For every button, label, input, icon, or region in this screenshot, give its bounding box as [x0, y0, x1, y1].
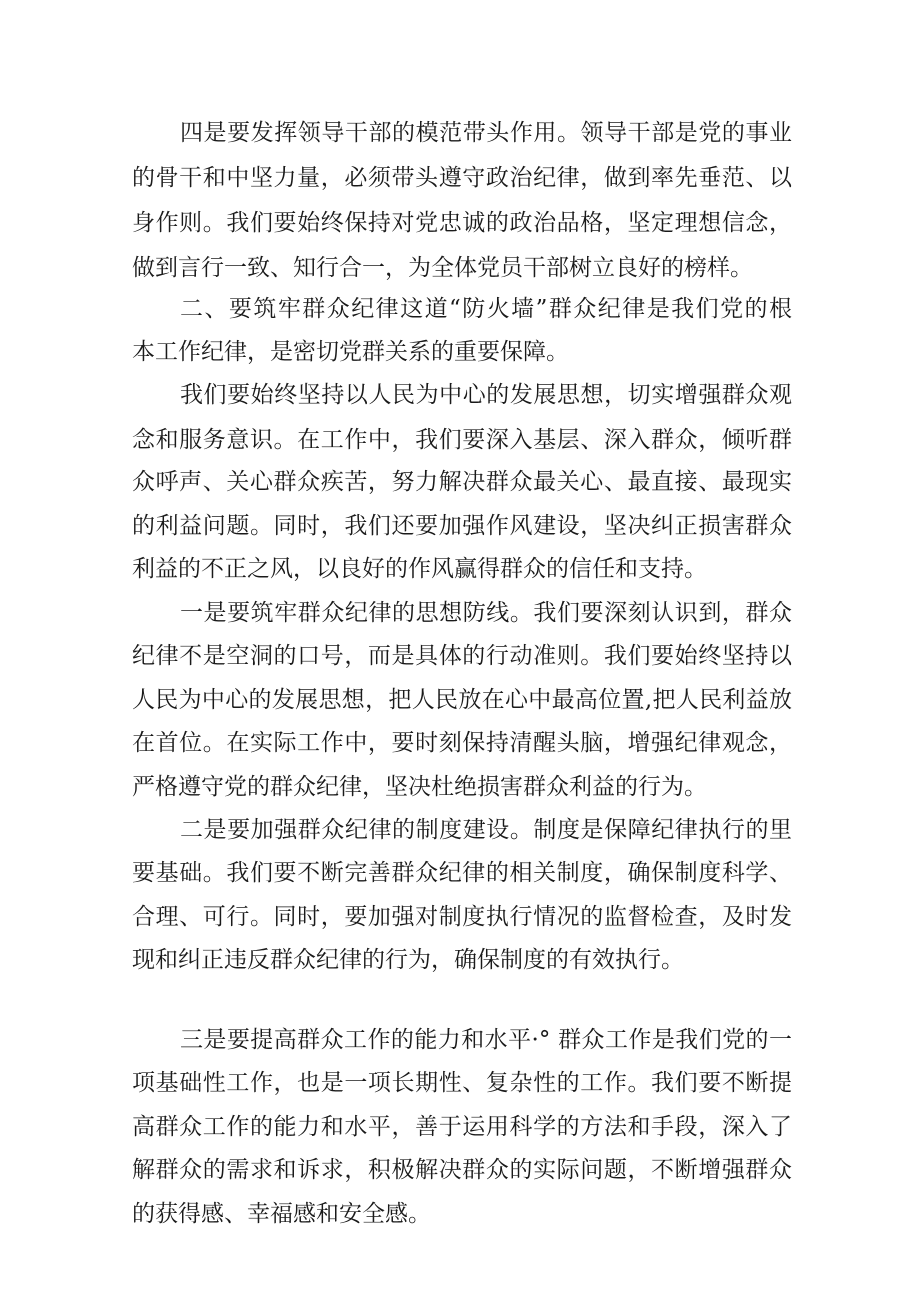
- paragraph-3-line-4: 的利益问题。同时，我们还要加强作风建设，坚决纠正损害群众: [132, 513, 792, 539]
- paragraph-4-line-1: 一是要筑牢群众纪律的思想防线。我们要深刻认识到，群众: [180, 600, 792, 626]
- paragraph-1-line-2: 的骨干和中坚力量，必须带头遵守政治纪律，做到率先垂范、以: [132, 165, 792, 191]
- paragraph-2-line-2: 本工作纪律，是密切党群关系的重要保障。: [132, 339, 569, 365]
- paragraph-6-line-4: 解群众的需求和诉求，积极解决群众的实际问题，不断增强群众: [132, 1157, 792, 1183]
- paragraph-1-line-3: 身作则。我们要始终保持对党忠诚的政治品格，坚定理想信念，: [132, 210, 792, 236]
- paragraph-2-line-1: 二、要筑牢群众纪律这道“防火墙”群众纪律是我们党的根: [180, 296, 792, 322]
- paragraph-6-line-5: 的获得感、幸福感和安全感。: [132, 1201, 431, 1227]
- paragraph-3-line-3: 众呼声、关心群众疾苦，努力解决群众最关心、最直接、最现实: [132, 469, 792, 495]
- paragraph-6-line-3: 高群众工作的能力和水平，善于运用科学的方法和手段，深入了: [132, 1114, 792, 1140]
- paragraph-5-line-4: 现和纠正违反群众纪律的行为，确保制度的有效执行。: [132, 947, 684, 973]
- paragraph-3-line-2: 念和服务意识。在工作中，我们要深入基层、深入群众，倾听群: [132, 427, 792, 453]
- paragraph-1-line-1: 四是要发挥领导干部的模范带头作用。领导干部是党的事业: [180, 120, 792, 146]
- paragraph-4-line-3: 人民为中心的发展思想，把人民放在心中最高位置,把人民利益放: [132, 687, 792, 713]
- paragraph-3-line-1: 我们要始终坚持以人民为中心的发展思想，切实增强群众观: [180, 382, 792, 408]
- paragraph-4-line-2: 纪律不是空洞的口号，而是具体的行动准则。我们要始终坚持以: [132, 643, 792, 669]
- paragraph-4-line-5: 严格遵守党的群众纪律，坚决杜绝损害群众利益的行为。: [132, 774, 707, 800]
- paragraph-5-line-2: 要基础。我们要不断完善群众纪律的相关制度，确保制度科学、: [132, 860, 792, 886]
- paragraph-6-line-2: 项基础性工作，也是一项长期性、复杂性的工作。我们要不断提: [132, 1070, 792, 1096]
- paragraph-6-line-1: 三是要提高群众工作的能力和水平·° 群众工作是我们党的一: [180, 1027, 792, 1053]
- paragraph-4-line-4: 在首位。在实际工作中，要时刻保持清醒头脑，增强纪律观念，: [132, 730, 792, 756]
- paragraph-1-line-4: 做到言行一致、知行合一，为全体党员干部树立良好的榜样。: [132, 255, 753, 281]
- paragraph-3-line-5: 利益的不正之风，以良好的作风赢得群众的信任和支持。: [132, 556, 707, 582]
- paragraph-5-line-3: 合理、可行。同时，要加强对制度执行情况的监督检查，及时发: [132, 904, 792, 930]
- paragraph-5-line-1: 二是要加强群众纪律的制度建设。制度是保障纪律执行的里: [180, 817, 792, 843]
